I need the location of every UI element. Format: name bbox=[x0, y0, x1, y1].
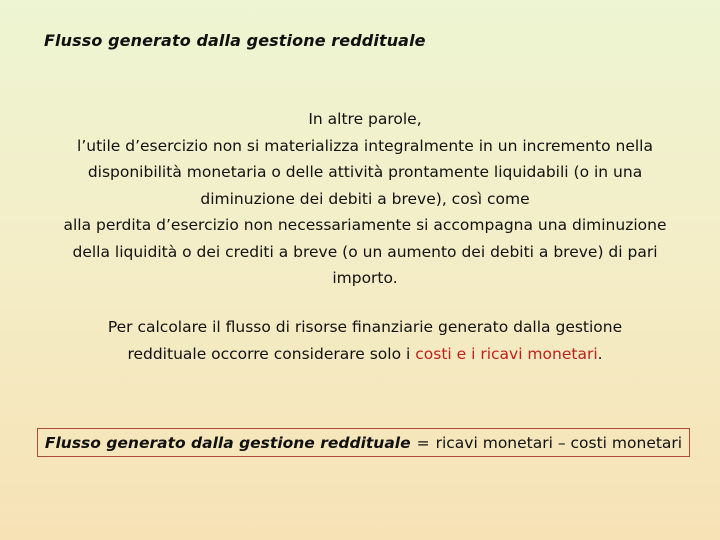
paragraph-line: importo. bbox=[332, 269, 398, 287]
highlighted-text: costi e i ricavi monetari bbox=[415, 344, 598, 363]
paragraph-line: diminuzione dei debiti a breve), così come bbox=[200, 189, 530, 208]
calculation-paragraph bbox=[40, 314, 690, 367]
formula-equals: = bbox=[416, 433, 430, 452]
paragraph-line: In altre parole, bbox=[308, 110, 422, 128]
slide-title: Flusso generato dalla gestione reddituale bbox=[44, 31, 426, 50]
paragraph-line: Per calcolare il flusso di risorse finanziarie generato dalla gestione bbox=[107, 318, 623, 336]
formula-lhs: Flusso generato dalla gestione reddituale bbox=[44, 433, 411, 452]
explanation-paragraph bbox=[40, 106, 690, 292]
paragraph-text: reddituale occorre considerare solo i bbox=[127, 344, 416, 363]
paragraph-line bbox=[40, 341, 690, 368]
paragraph-line: disponibilità monetaria o delle attività prontamente liquidabili (o in una bbox=[87, 163, 643, 181]
paragraph-line: della liquidità o dei crediti a breve (o un aumento dei debiti a breve) di pari bbox=[72, 242, 658, 261]
paragraph-text: . bbox=[597, 344, 603, 363]
paragraph-line: l’utile d’esercizio non si materializza integralmente in un incremento nella bbox=[77, 136, 653, 155]
paragraph-line: alla perdita d’esercizio non necessariamente si accompagna una diminuzione bbox=[63, 216, 667, 234]
formula-rhs: ricavi monetari – costi monetari bbox=[435, 433, 683, 452]
formula-box bbox=[37, 428, 690, 457]
